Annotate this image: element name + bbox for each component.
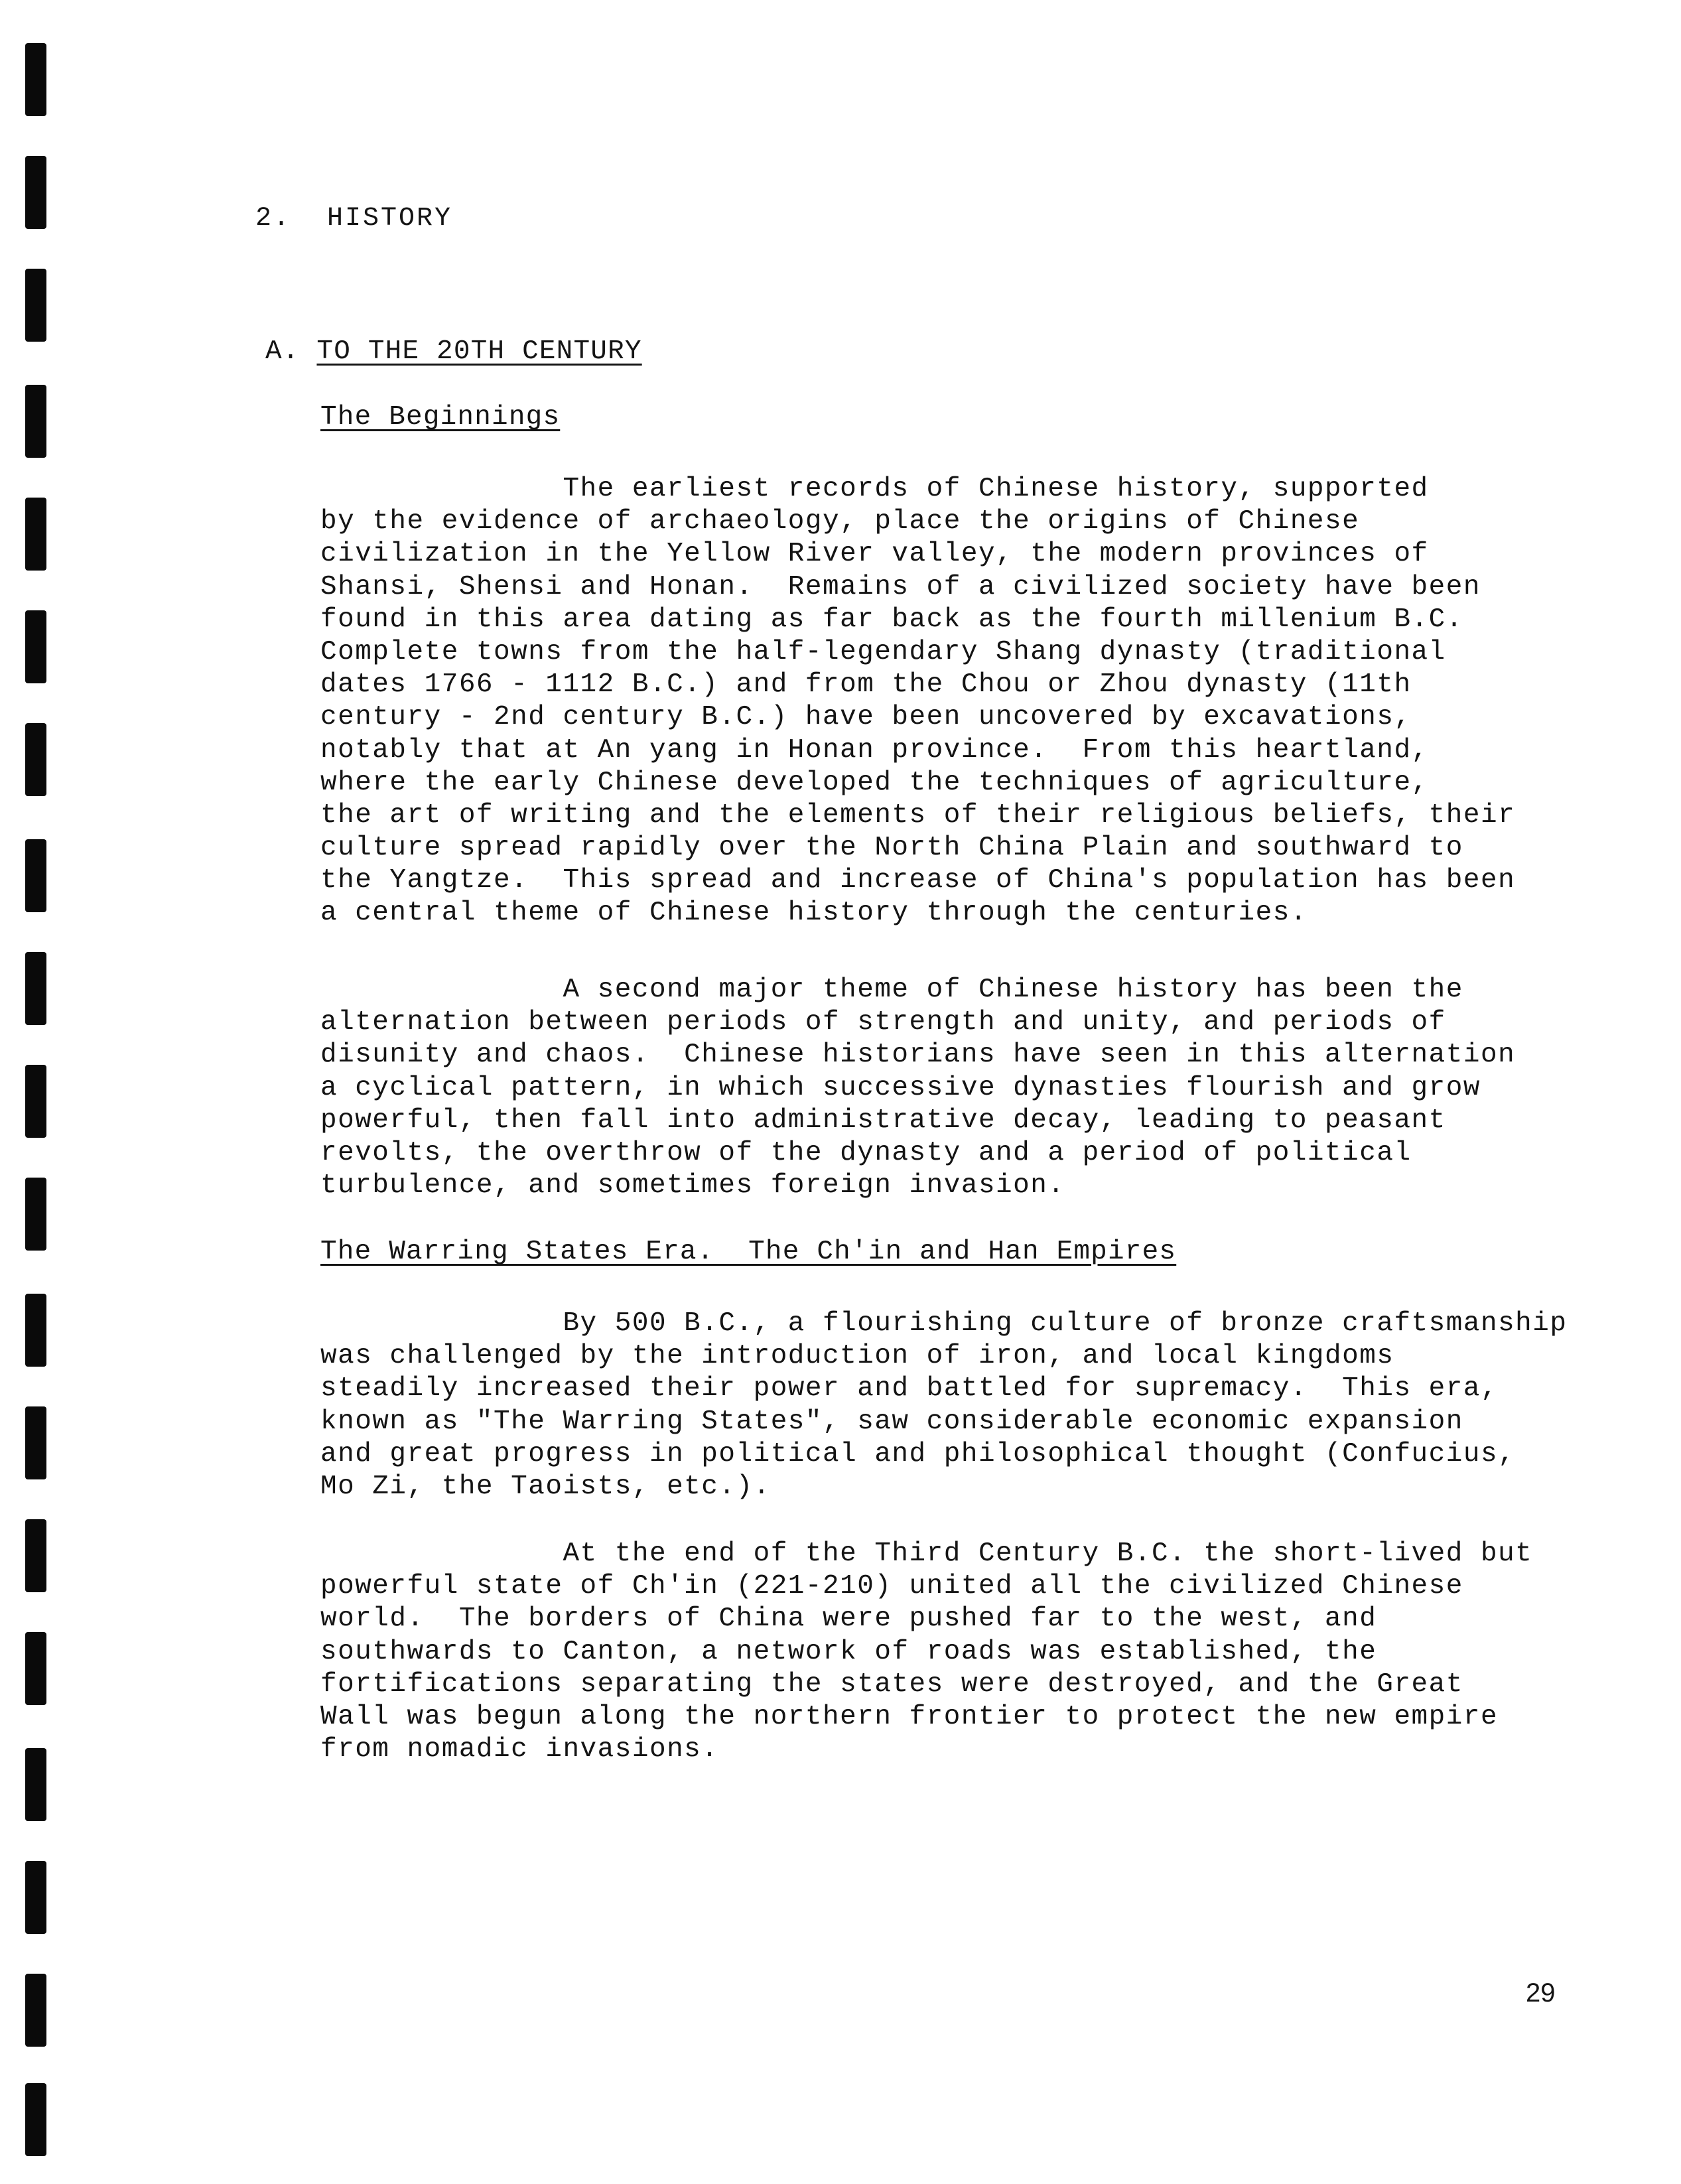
text-line: a cyclical pattern, in which successive dynasties flourish and grow — [320, 1072, 1481, 1103]
text-line: culture spread rapidly over the North China Plain and southward to — [320, 833, 1463, 864]
text-line: A second major theme of Chinese history has been the — [320, 975, 1463, 1005]
binder-punch-mark — [25, 385, 46, 458]
binder-punch-mark — [25, 1519, 46, 1592]
topic-heading-text: The Warring States Era. The Ch'in and Han Empires — [320, 1237, 1177, 1267]
text-line: by the evidence of archaeology, place the origins of Chinese — [320, 506, 1360, 537]
paragraph — [320, 974, 1516, 1202]
topic-heading-beginnings — [320, 401, 560, 434]
text-line: At the end of the Third Century B.C. the short-lived but — [320, 1538, 1533, 1569]
binder-punch-mark — [25, 610, 46, 683]
paragraph — [320, 473, 1516, 930]
binder-punch-mark — [25, 839, 46, 912]
text-line: powerful, then fall into administrative decay, leading to peasant — [320, 1105, 1446, 1136]
binder-punch-mark — [25, 1406, 46, 1479]
binder-punch-mark — [25, 1065, 46, 1138]
subsection-title: TO THE 20TH CENTURY — [316, 336, 642, 367]
text-line: southwards to Canton, a network of roads was established, the — [320, 1636, 1377, 1667]
text-line: from nomadic invasions. — [320, 1734, 719, 1765]
binder-punch-mark — [25, 723, 46, 796]
text-line: century - 2nd century B.C.) have been uncovered by excavations, — [320, 702, 1412, 733]
text-line: Wall was begun along the northern frontier to protect the new empire — [320, 1701, 1499, 1732]
binder-punch-mark — [25, 1294, 46, 1367]
text-line: was challenged by the introduction of iron, and local kingdoms — [320, 1341, 1394, 1372]
binder-punch-mark — [25, 1748, 46, 1821]
paragraph — [320, 1538, 1533, 1766]
text-line: civilization in the Yellow River valley, the modern provinces of — [320, 539, 1429, 570]
paragraph — [320, 1308, 1568, 1503]
binder-punch-mark — [25, 952, 46, 1025]
text-line: disunity and chaos. Chinese historians have seen in this alternation — [320, 1040, 1516, 1071]
text-line: powerful state of Ch'in (221-210) united all the civilized Chinese — [320, 1571, 1463, 1602]
text-line: fortifications separating the states were destroyed, and the Great — [320, 1669, 1463, 1700]
binder-punch-mark — [25, 1861, 46, 1934]
subsection-label: A. — [265, 336, 300, 367]
binder-punch-mark — [25, 498, 46, 571]
text-line: turbulence, and sometimes foreign invasion. — [320, 1170, 1065, 1201]
text-line: The earliest records of Chinese history, supported — [320, 474, 1429, 504]
text-line: a central theme of Chinese history through the centuries. — [320, 898, 1308, 929]
section-number: 2. — [255, 204, 292, 234]
text-line: Mo Zi, the Taoists, etc.). — [320, 1471, 771, 1502]
text-line: world. The borders of China were pushed far to the west, and — [320, 1604, 1377, 1635]
text-line: steadily increased their power and battled for supremacy. This era, — [320, 1373, 1499, 1404]
text-line: alternation between periods of strength and unity, and periods of — [320, 1007, 1446, 1038]
binder-punch-mark — [25, 2083, 46, 2156]
section-title: HISTORY — [327, 204, 453, 234]
binder-punch-mark — [25, 156, 46, 229]
text-line: dates 1766 - 1112 B.C.) and from the Chou or Zhou dynasty (11th — [320, 669, 1412, 701]
binder-punch-mark — [25, 1632, 46, 1705]
text-line: where the early Chinese developed the techniques of agriculture, — [320, 767, 1429, 798]
text-line: Shansi, Shensi and Honan. Remains of a civilized society have been — [320, 571, 1481, 602]
topic-heading-warring-states — [320, 1236, 1176, 1268]
topic-heading-text: The Beginnings — [320, 402, 561, 433]
binder-punch-mark — [25, 269, 46, 342]
text-line: and great progress in political and philosophical thought (Confucius, — [320, 1438, 1516, 1469]
page-number: 29 — [1526, 1978, 1556, 2008]
section-heading — [255, 202, 452, 235]
subsection-heading — [265, 336, 642, 368]
text-line: Complete towns from the half-legendary Shang dynasty (traditional — [320, 636, 1446, 667]
text-line: the Yangtze. This spread and increase of China's population has been — [320, 865, 1516, 896]
binder-punch-mark — [25, 43, 46, 116]
text-line: found in this area dating as far back as the fourth millenium B.C. — [320, 604, 1463, 635]
text-line: notably that at An yang in Honan province. From this heartland, — [320, 734, 1429, 766]
text-line: known as "The Warring States", saw considerable economic expansion — [320, 1406, 1463, 1437]
text-line: By 500 B.C., a flourishing culture of bronze craftsmanship — [320, 1308, 1568, 1339]
binder-punch-mark — [25, 1974, 46, 2047]
text-line: the art of writing and the elements of their religious beliefs, their — [320, 799, 1516, 831]
text-line: revolts, the overthrow of the dynasty and a period of political — [320, 1137, 1412, 1168]
binder-punch-mark — [25, 1178, 46, 1251]
